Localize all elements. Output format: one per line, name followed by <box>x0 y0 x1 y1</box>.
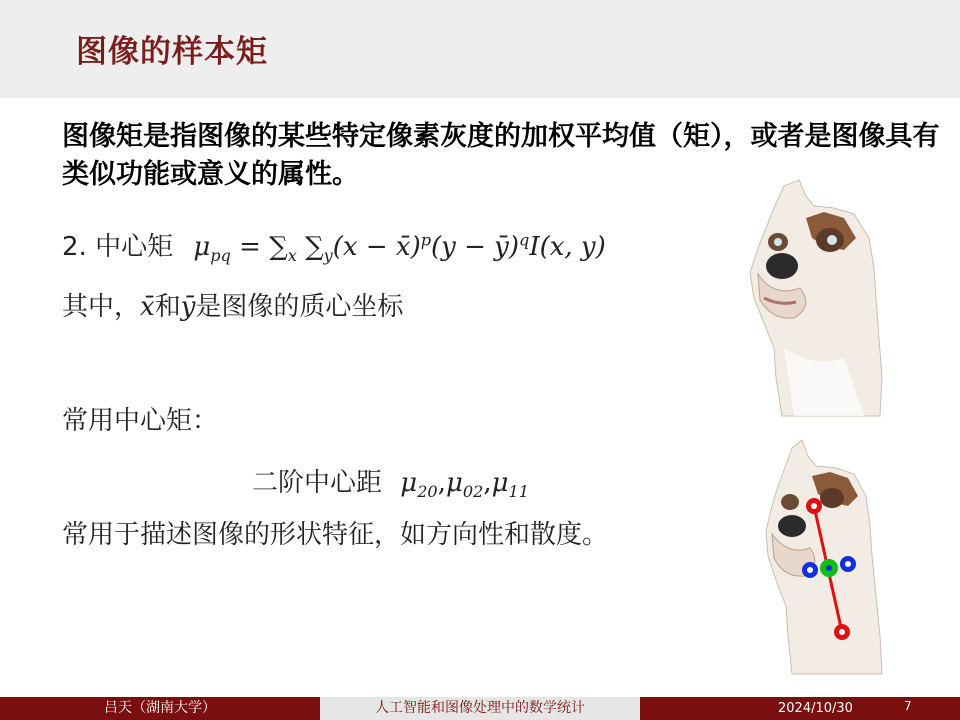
footer-bar <box>0 697 960 720</box>
x-bar: x̄ <box>140 292 155 322</box>
footer-course: 人工智能和图像处理中的数学统计 <box>320 697 640 720</box>
dog-photo-top <box>744 178 884 418</box>
central-moment-line <box>62 226 606 265</box>
page-number: 7 <box>904 699 912 713</box>
footer-author: 吕天（湖南大学） <box>0 697 320 720</box>
title-bar <box>0 0 960 98</box>
centroid-note: 其中，x̄和ȳ是图像的质心坐标 <box>62 292 404 322</box>
usage-note: 常用于描述图像的形状特征，如方向性和散度。 <box>62 520 609 550</box>
dog-photo-moments <box>762 436 886 676</box>
second-order-moments: 二阶中心距 $\mu_{20},\mu_{02},\mu_{11}$ <box>252 468 530 502</box>
central-moment-formula: $\mu_{pq} = \sum_x$ $\sum_y(x$ − x̄)$^p$(y − ȳ)$^q$I(x, y) <box>193 230 606 266</box>
slide-title: 图像的样本矩 <box>76 34 268 70</box>
central-moment-label: 2. 中心矩 <box>62 232 174 262</box>
footer-date: 2024/10/30 <box>778 701 853 716</box>
y-bar: ȳ <box>180 292 196 322</box>
lead-paragraph: 图像矩是指图像的某些特定像素灰度的加权平均值（矩），或者是图像具有类似功能或意义的属性。 <box>62 121 940 190</box>
common-moments-label: 常用中心矩： <box>62 406 219 436</box>
